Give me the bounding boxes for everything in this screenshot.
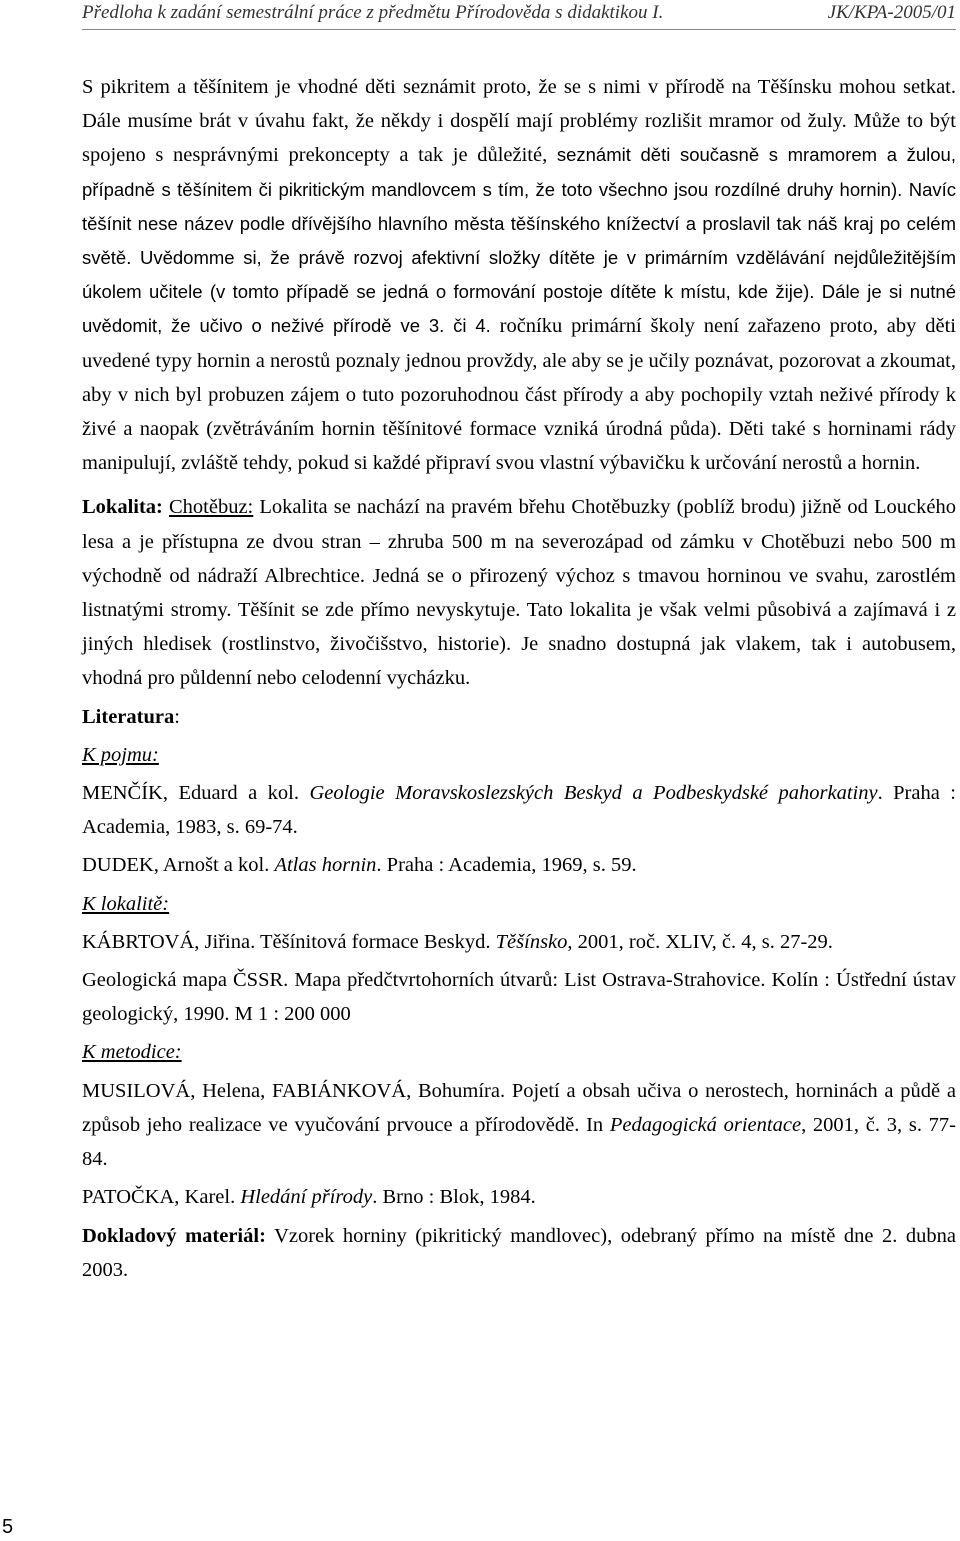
ref-musilova-author: MUSILOVÁ, Helena, FABIÁNKOVÁ, Bohumíra. Pojetí a obsah učiva o nerostech, horninách a půdě a způsob jeho realizace ve vyučování prvouce a přírodovědě. In [82,1079,956,1136]
reference-mencik [82,776,956,844]
reference-kabrtova [82,925,956,959]
ref-kabrtova-author: KÁBRTOVÁ, Jiřina. Těšínitová formace Beskyd. [82,930,496,953]
page-number: 5 [2,1516,14,1538]
ref-musilova-journal: Pedagogická orientace [609,1113,802,1136]
intro-paragraph [82,70,956,480]
reference-geologicka-mapa: Geologická mapa ČSSR. Mapa předčtvrtohorních útvarů: List Ostrava-Strahovice. Kolín : Ústřední ústav geologický, 1990. M 1 : 200 000 [82,969,956,1026]
evidence-text: Vzorek horniny (pikritický mandlovec), odebraný přímo na místě dne 2. dubna 2003. [82,1224,956,1281]
ref-mencik-title: Geologie Moravskoslezských Beskyd a Podbeskydské pahorkatiny [309,782,878,805]
subheading-k-metodice [82,1035,956,1069]
reference-patocka [82,1180,956,1214]
ref-patocka-author: PATOČKA, Karel. [82,1186,241,1209]
ref-patocka-title: Hledání přírody [240,1186,373,1209]
ref-dudek-publisher: . Praha : Academia, 1969, s. 59. [376,854,637,877]
subheading-k-lokalite [82,887,956,921]
header-course-title: Předloha k zadání semestrální práce z předmětu Přírodověda s didaktikou I. [82,2,664,23]
k-metodice-label: K metodice: [82,1041,182,1064]
locality-label: Lokalita: [82,496,163,519]
reference-dudek [82,848,956,882]
ref-kabrtova-details: , 2001, roč. XLIV, č. 4, s. 27-29. [567,930,833,953]
intro-part-3: ročníku primární školy není zařazeno proto, aby děti uvedené typy hornin a nerostů poznaly jednou provždy, ale aby se je učily poznávat, pozorovat a zkoumat, aby v nich byl probuzen zájem o tuto pozoruhodnou část přírody a aby pochopily vztah neživé přírody k živé a naopak (zvětráváním hornin těšínitové formace vzniká úrodná půda). Děti také s horninami rády manipulují, zvláště tehdy, pokud si každé připraví svou vlastní výbavičku k určování nerostů a hornin. [82,315,956,475]
page-header [82,0,956,30]
intro-part-1: S pikritem a těšínitem je vhodné děti seznámit proto, že se s nimi v přírodě na Těšínsku mohou setkat. Dále musíme brát v úvahu fakt, že někdy i dospělí mají problémy rozlišit mramor od žuly. Může to být spojeno s nesprávnými prekoncepty a tak je důležité, [82,76,956,167]
literature-label: Literatura [82,705,175,728]
ref-dudek-author: DUDEK, Arnošt a kol. [82,854,275,877]
ref-mencik-author: MENČÍK, Eduard a kol. [82,782,310,805]
ref-dudek-title: Atlas hornin [274,854,377,877]
evidence-paragraph [82,1219,956,1287]
ref-kabrtova-journal: Těšínsko [495,930,568,953]
intro-part-2: seznámit děti současně s mramorem a žulou, případně s těšínitem či pikritickým mandlovcem s tím, že toto všechno jsou rozdílné druhy hornin). Navíc těšínit nese název podle dřívějšího hlavního města těšínského knížectví a proslavil tak náš kraj po celém světě. Uvědomme si, že právě rozvoj afektivní složky dítěte je v primárním vzdělávání nejdůležitějším úkolem učitele (v tomto případě se jedná o formování postoje dítěte k místu, kde žije). Dále je si nutné uvědomit, že učivo o neživé přírodě ve 3. či 4. [82,144,956,337]
ref-patocka-publisher: . Brno : Blok, 1984. [372,1186,536,1209]
document-body [82,70,956,1287]
ref-musilova-details: , 2001, č. 3, s. 77-84. [82,1113,957,1171]
literature-heading [82,700,956,734]
subheading-k-pojmu [82,738,956,772]
literature-colon: : [174,705,180,728]
ref-mencik-publisher: . Praha : Academia, 1983, s. 69-74. [82,782,956,839]
reference-musilova [82,1074,956,1177]
k-lokalite-label: K lokalitě: [82,892,170,915]
header-document-code: JK/KPA-2005/01 [827,2,956,23]
locality-paragraph [82,490,956,695]
k-pojmu-label: K pojmu: [82,743,159,766]
evidence-label: Dokladový materiál: [82,1224,266,1247]
locality-text: Lokalita se nachází na pravém břehu Chotěbuzky (poblíž brodu) jižně od Louckého lesa a je přístupna ze dvou stran – zhruba 500 m na severozápad od zámku v Chotěbuzi nebo 500 m východně od nádraží Albrechtice. Jedná se o přirozený výchoz s tmavou horninou ve svahu, zarostlém listnatými stromy. Těšínit se zde přímo nevyskytuje. Tato lokalita je však velmi působivá a zajímavá i z jiných hledisek (rostlinstvo, živočišstvo, historie). Je snadno dostupná jak vlakem, tak i autobusem, vhodná pro půldenní nebo celodenní vycházku. [82,496,956,690]
locality-place: Chotěbuz: [168,496,254,519]
